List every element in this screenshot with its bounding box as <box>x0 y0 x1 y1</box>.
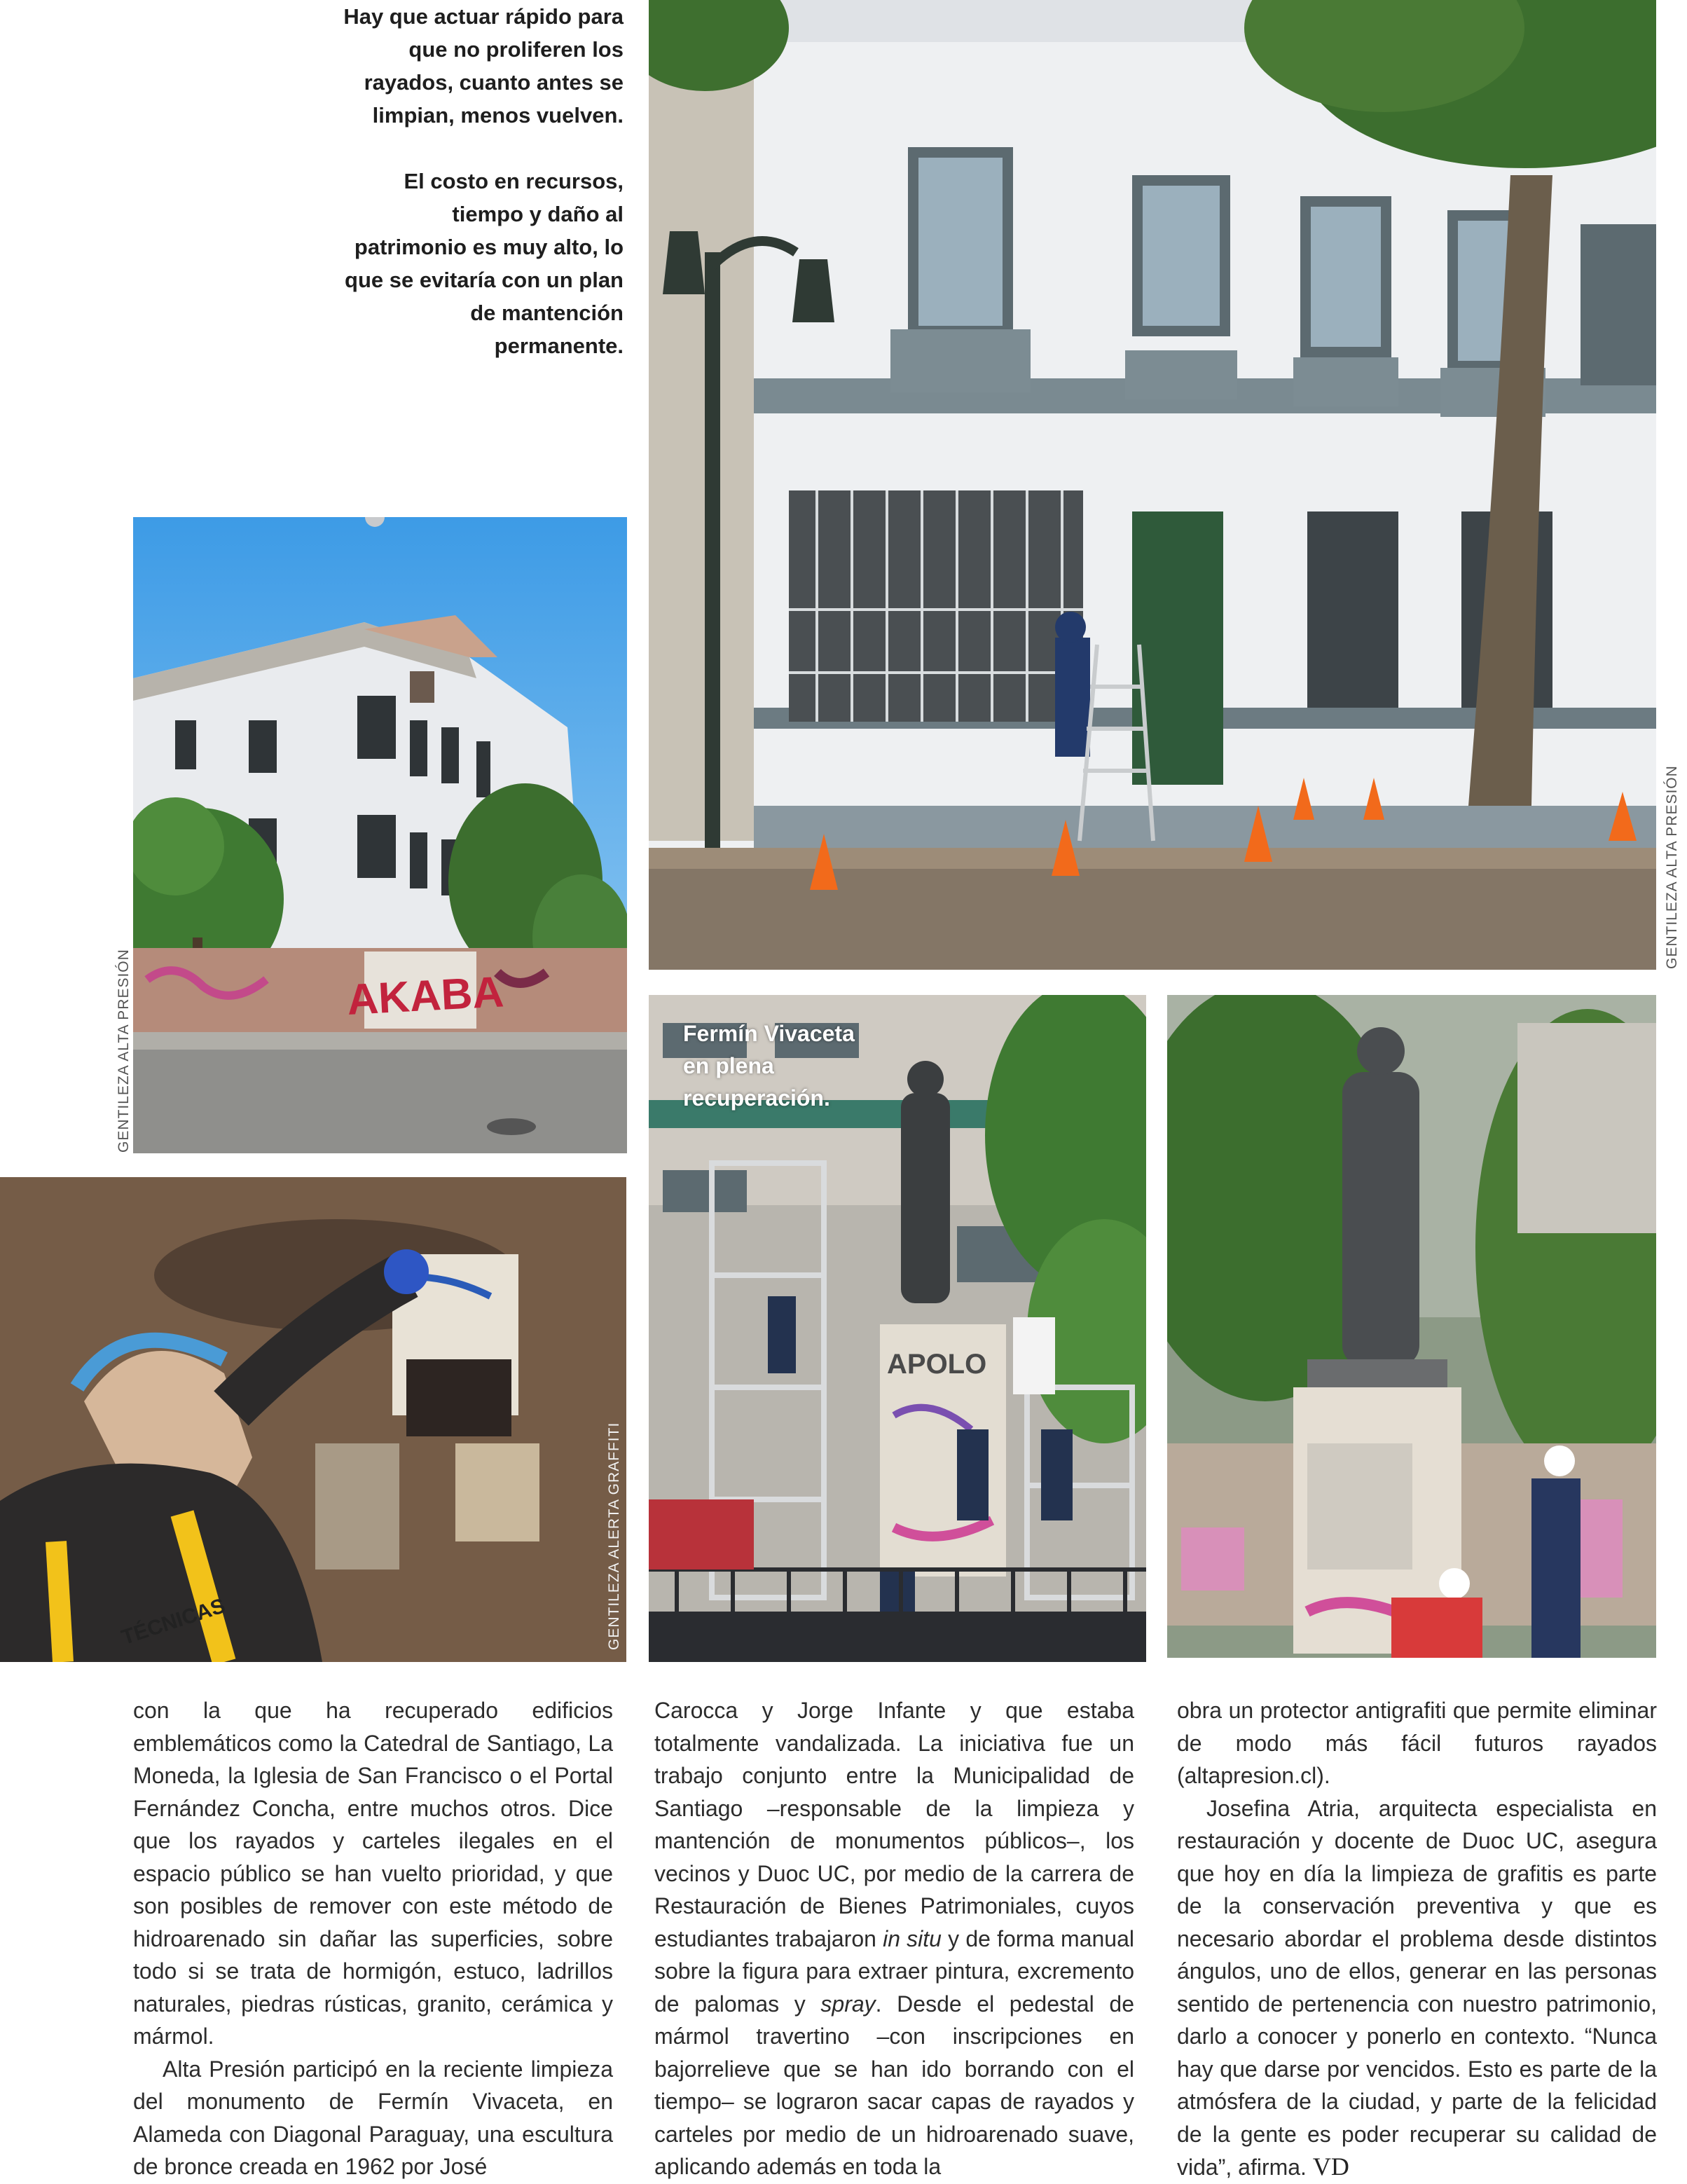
graffiti-tag: AKABA <box>345 968 505 1024</box>
photo-credit-1: GENTILEZA ALTA PRESIÓN <box>116 949 132 1153</box>
photo-facade-cleaning <box>649 0 1656 970</box>
vest-text: TÉCNICAS <box>118 1594 228 1649</box>
column-3-paragraph-1: obra un protector antigrafiti que permite eliminar de modo más fácil futuros rayados (altapresion.cl). <box>1177 1698 1657 1788</box>
body-column-3 <box>1177 1694 1657 2184</box>
column-2-emphasis-spray: spray <box>820 1991 876 2017</box>
column-1-paragraph-1: con la que ha recuperado edificios emblemáticos como la Catedral de Santiago, La Moneda, la Iglesia de San Francisco o el Portal Fernández Concha, entre muchos otros. Dice que los rayados y carteles ilegales en el espacio público se han vuelto prioridad, y que son posibles de remover con este método de hidroarenado sin dañar las superficies, sobre todo si se trata de hormigón, estuco, ladrillos naturales, piedras rústicas, granito, cerámica y mármol. <box>133 1698 613 2049</box>
body-column-2 <box>654 1694 1134 2183</box>
column-2-text-c: . Desde el pedestal de mármol travertino –con inscripciones en bajorrelieve que se han ido borrando con el tiempo– se lograron sacar capas de rayados y carteles por medio de un hidroarenado suave, aplicando además en toda la <box>654 1991 1135 2179</box>
photo-credit-2: GENTILEZA ALTA PRESIÓN <box>1664 765 1680 969</box>
column-2-text-a: Carocca y Jorge Infante y que estaba totalmente vandalizada. La iniciativa fue un trabajo conjunto entre la Municipalidad de Santiago –responsable de la limpieza y mantención de monumentos públicos–, los vecinos y Duoc UC, por medio de la carrera de Restauración de Bienes Patrimoniales, cuyos estudiantes trabajaron <box>654 1698 1134 1951</box>
photo-corner-building <box>133 517 627 1153</box>
column-1-paragraph-2: Alta Presión participó en la reciente limpieza del monumento de Fermín Vivaceta, en Alameda con Diagonal Paraguay, una escultura de bronce creada en 1962 por José <box>133 2056 613 2179</box>
pull-quote <box>336 0 624 395</box>
body-column-1 <box>133 1694 613 2183</box>
pull-quote-paragraph-2: El costo en recursos, tiempo y daño al patrimonio es muy alto, lo que se evitaría con un plan de mantención permanente. <box>345 169 624 358</box>
pedestal-inscription: APOLO <box>887 1349 987 1380</box>
signature-mark: VD <box>1312 2152 1349 2180</box>
column-2-emphasis-in-situ: in situ <box>883 1925 942 1951</box>
photo-credit-3: GENTILEZA ALERTA GRAFFITI <box>606 1422 622 1650</box>
column-3-text: Josefina Atria, arquitecta especialista en restauración y docente de Duoc UC, asegura que hoy en día la limpieza de grafitis es parte de la conservación preventiva y que es necesario abordar el problema desde distintos ángulos, uno de ellos, generar en las personas sentido de pertenencia con nuestro patrimonio, darlo a conocer y ponerlo en contexto. “Nunca hay que darse por vencidos. Esto es parte de la atmósfera de la ciudad, y parte de la felicidad de la gente es poder recuperar su calidad de vida”, afirma. <box>1177 1795 1657 2180</box>
column-2-paragraph <box>654 1694 1134 2183</box>
photo-poster-removal <box>0 1177 626 1662</box>
column-2-text-b: y de forma manual sobre la figura para extraer pintura, excremento de palomas y <box>654 1925 1135 2017</box>
photo-caption: Fermín Vivaceta en plena recuperación. <box>683 1021 855 1111</box>
photo-statue-restored <box>1167 995 1656 1658</box>
column-3-paragraph-2 <box>1177 1792 1657 2184</box>
pull-quote-paragraph-1: Hay que actuar rápido para que no proliferen los rayados, cuanto antes se limpian, menos vuelven. <box>343 4 624 128</box>
